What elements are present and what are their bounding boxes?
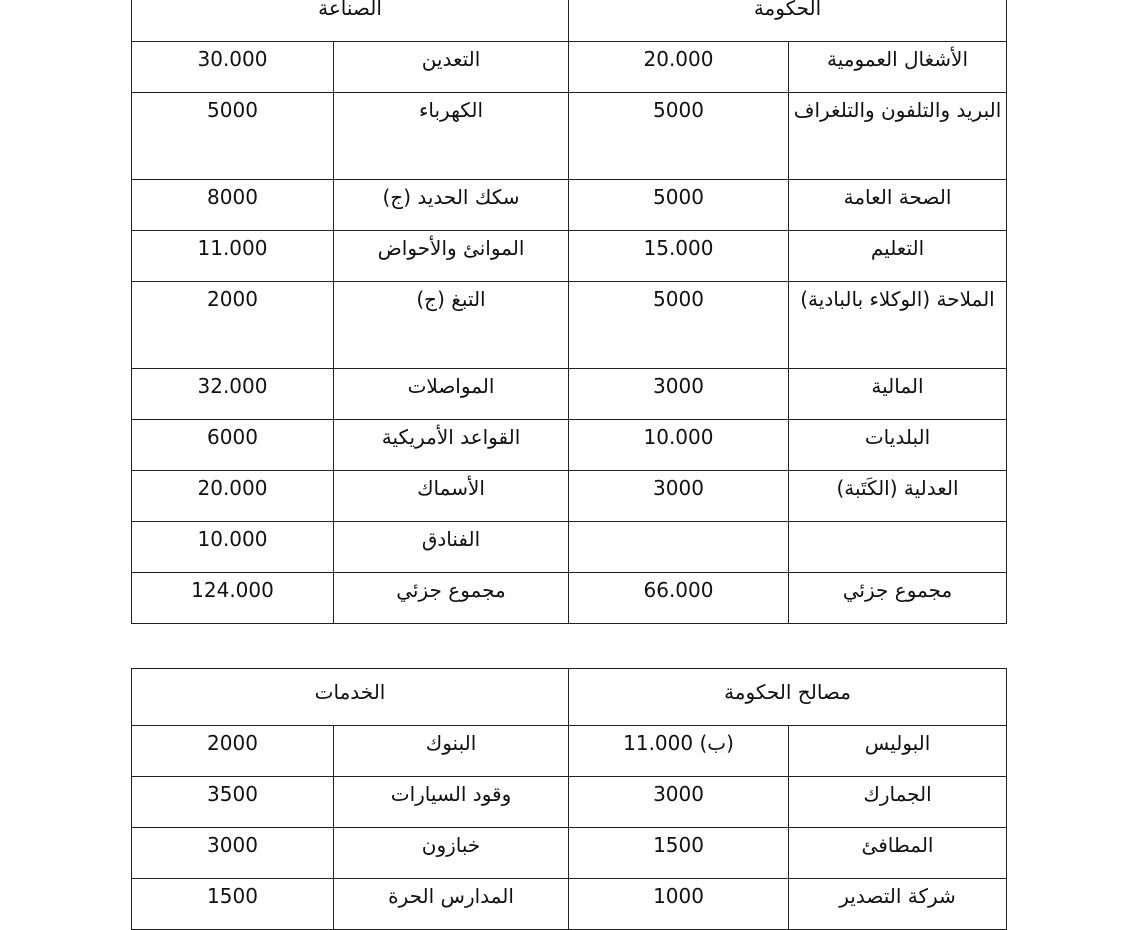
agency-item: المطافئ [789,828,1007,879]
table-header-row [132,669,1007,726]
government-value: 3000 [569,369,789,420]
services-value: 2000 [132,726,334,777]
industry-item: الكهرباء [334,93,569,180]
government-item: المالية [789,369,1007,420]
agency-value: 11.000 (ب) [569,726,789,777]
agency-value: 1500 [569,828,789,879]
agency-item: البوليس [789,726,1007,777]
services-value: 3000 [132,828,334,879]
services-item: خبازون [334,828,569,879]
government-item: الملاحة (الوكلاء بالبادية) [789,282,1007,369]
header-government: الحكومة [569,0,1007,42]
table-row [132,420,1007,471]
services-item: البنوك [334,726,569,777]
government-value: 20.000 [569,42,789,93]
industry-value: 30.000 [132,42,334,93]
table-row [132,42,1007,93]
table-row [132,777,1007,828]
table-row [132,93,1007,180]
industry-item: القواعد الأمريكية [334,420,569,471]
industry-value: 5000 [132,93,334,180]
government-value [569,522,789,573]
industry-subtotal-value: 124.000 [132,573,334,624]
table-row [132,726,1007,777]
table-header-row [132,0,1007,42]
header-industry: الصناعة [132,0,569,42]
government-value: 5000 [569,282,789,369]
government-item: الصحة العامة [789,180,1007,231]
employment-table-government-industry [131,0,1007,624]
table-row [132,828,1007,879]
table-row [132,471,1007,522]
government-item [789,522,1007,573]
industry-value: 20.000 [132,471,334,522]
subtotal-row [132,573,1007,624]
table-row [132,282,1007,369]
industry-value: 6000 [132,420,334,471]
government-item: البريد والتلفون والتلغراف [789,93,1007,180]
services-value: 1500 [132,879,334,930]
industry-item: التعدين [334,42,569,93]
industry-subtotal-label: مجموع جزئي [334,573,569,624]
government-item: العدلية (الكَتَبة) [789,471,1007,522]
agency-item: الجمارك [789,777,1007,828]
government-item: التعليم [789,231,1007,282]
government-subtotal-value: 66.000 [569,573,789,624]
industry-value: 32.000 [132,369,334,420]
agency-value: 1000 [569,879,789,930]
agency-value: 3000 [569,777,789,828]
table-row [132,522,1007,573]
industry-value: 10.000 [132,522,334,573]
services-item: المدارس الحرة [334,879,569,930]
header-services: الخدمات [132,669,569,726]
industry-value: 11.000 [132,231,334,282]
government-value: 5000 [569,93,789,180]
government-value: 3000 [569,471,789,522]
government-subtotal-label: مجموع جزئي [789,573,1007,624]
table-row [132,879,1007,930]
government-value: 10.000 [569,420,789,471]
industry-item: سكك الحديد (ج) [334,180,569,231]
employment-table-services-government-agencies [131,668,1007,930]
government-value: 5000 [569,180,789,231]
industry-item: الموانئ والأحواض [334,231,569,282]
industry-value: 2000 [132,282,334,369]
industry-item: الفنادق [334,522,569,573]
table-row [132,180,1007,231]
header-government-agencies: مصالح الحكومة [569,669,1007,726]
government-item: البلديات [789,420,1007,471]
table-row [132,369,1007,420]
industry-item: الأسماك [334,471,569,522]
services-item: وقود السيارات [334,777,569,828]
industry-item: المواصلات [334,369,569,420]
industry-item: التبغ (ج) [334,282,569,369]
agency-item: شركة التصدير [789,879,1007,930]
government-value: 15.000 [569,231,789,282]
services-value: 3500 [132,777,334,828]
industry-value: 8000 [132,180,334,231]
government-item: الأشغال العمومية [789,42,1007,93]
table-row [132,231,1007,282]
